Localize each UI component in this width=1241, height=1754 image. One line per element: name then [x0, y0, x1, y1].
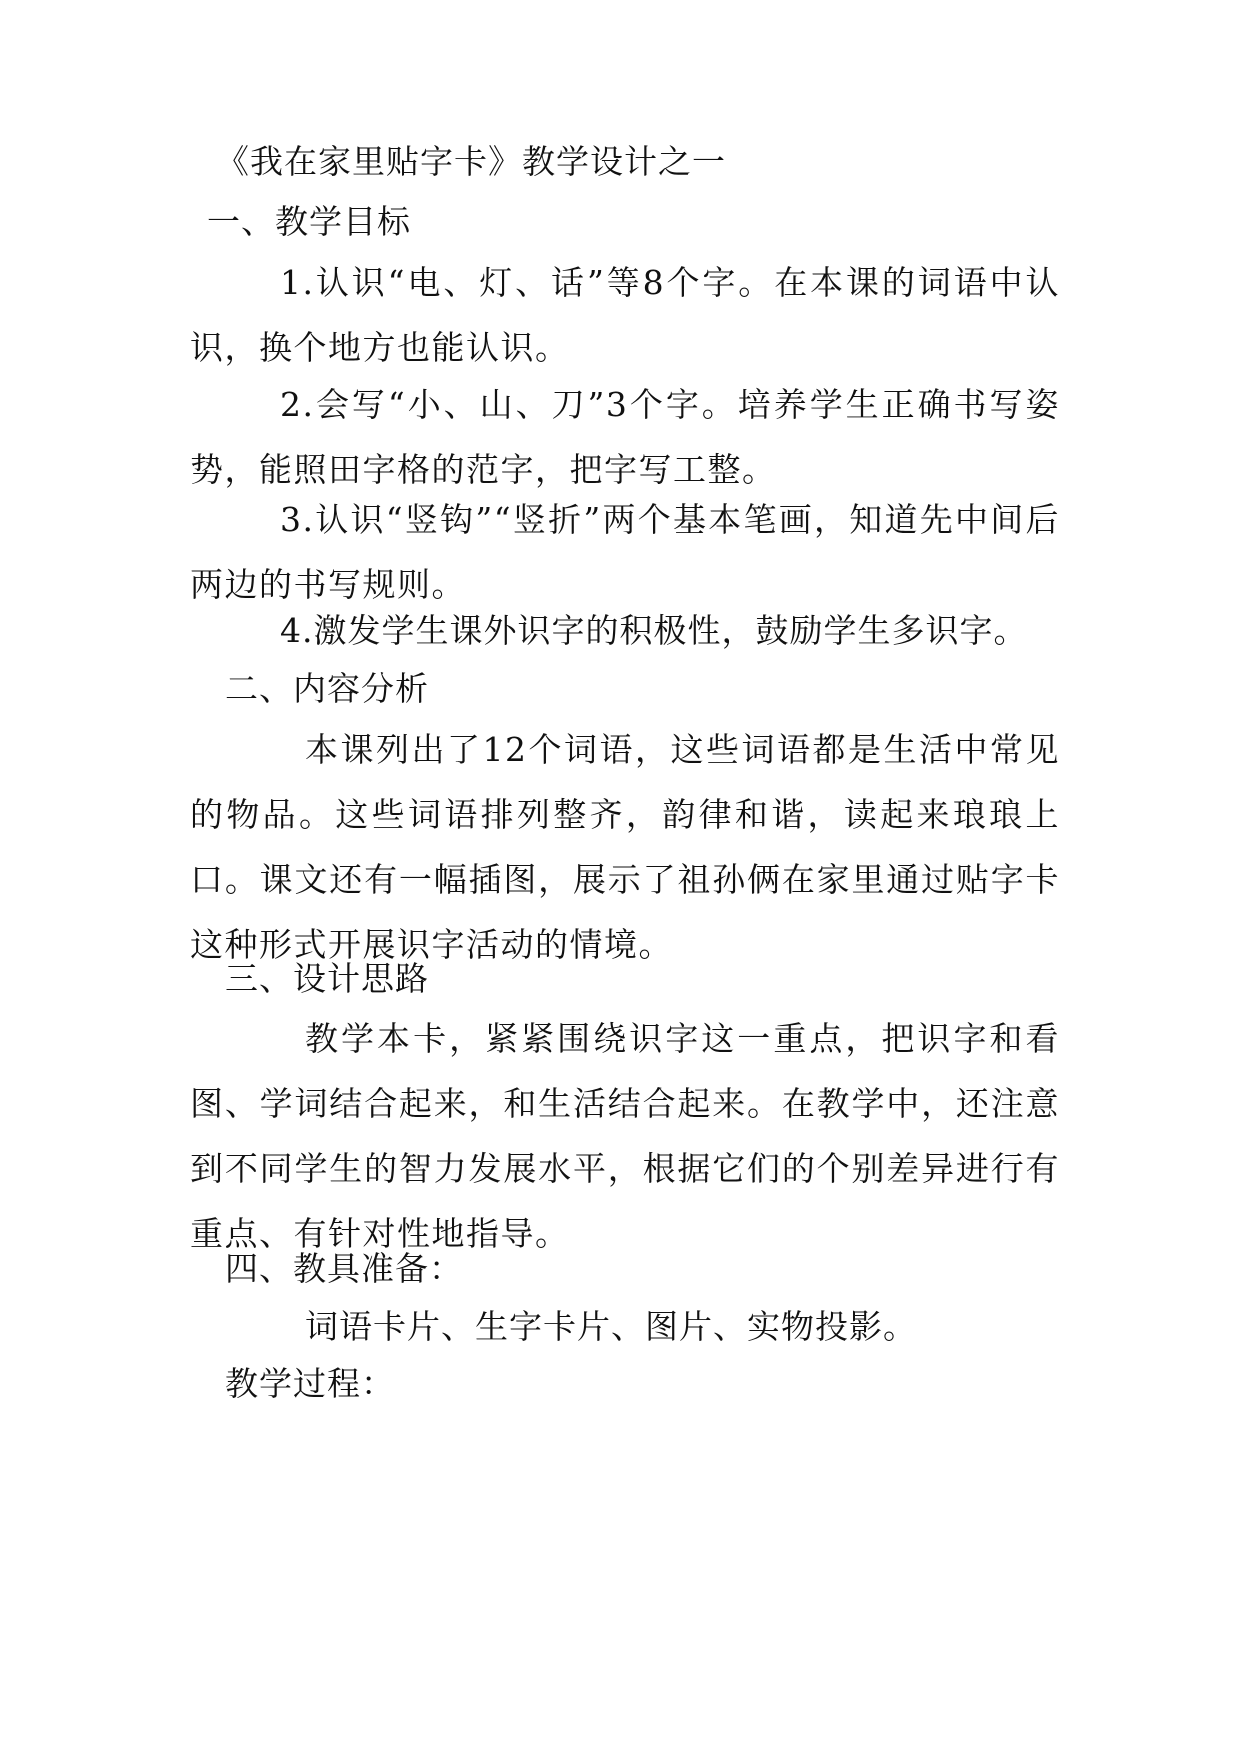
- teaching-aids-body: 词语卡片、生字卡片、图片、实物投影。: [305, 1307, 917, 1346]
- design-idea-body: 教学本卡，紧紧围绕识字这一重点，把识字和看图、学词结合起来，和生活结合起来。在教学中，还注意到不同学生的智力发展水平，根据它们的个别差异进行有重点、有针对性地指导。: [190, 1019, 1060, 1253]
- section-heading-content-analysis: 二、内容分析: [225, 669, 429, 708]
- document-title: 《我在家里贴字卡》教学设计之一: [216, 142, 726, 181]
- content-analysis-body: 本课列出了12个词语，这些词语都是生活中常见的物品。这些词语排列整齐，韵律和谐，读起来琅琅上口。课文还有一幅插图，展示了祖孙俩在家里通过贴字卡这种形式开展识字活动的情境。: [190, 730, 1060, 964]
- objective-item-1: 1.认识“电、灯、话”等8个字。在本课的词语中认识，换个地方也能认识。: [190, 263, 1060, 367]
- objective-item-4: 4.激发学生课外识字的积极性，鼓励学生多识字。: [280, 611, 1028, 650]
- teaching-process-heading: 教学过程：: [225, 1364, 395, 1403]
- section-heading-teaching-aids: 四、教具准备：: [225, 1249, 463, 1288]
- section-heading-design-idea: 三、设计思路: [225, 959, 429, 998]
- section-heading-objectives: 一、教学目标: [207, 202, 411, 241]
- objective-item-3: 3.认识“竖钩”“竖折”两个基本笔画，知道先中间后两边的书写规则。: [190, 500, 1060, 604]
- objective-item-2: 2.会写“小、山、刀”3个字。培养学生正确书写姿势，能照田字格的范字，把字写工整。: [190, 385, 1060, 489]
